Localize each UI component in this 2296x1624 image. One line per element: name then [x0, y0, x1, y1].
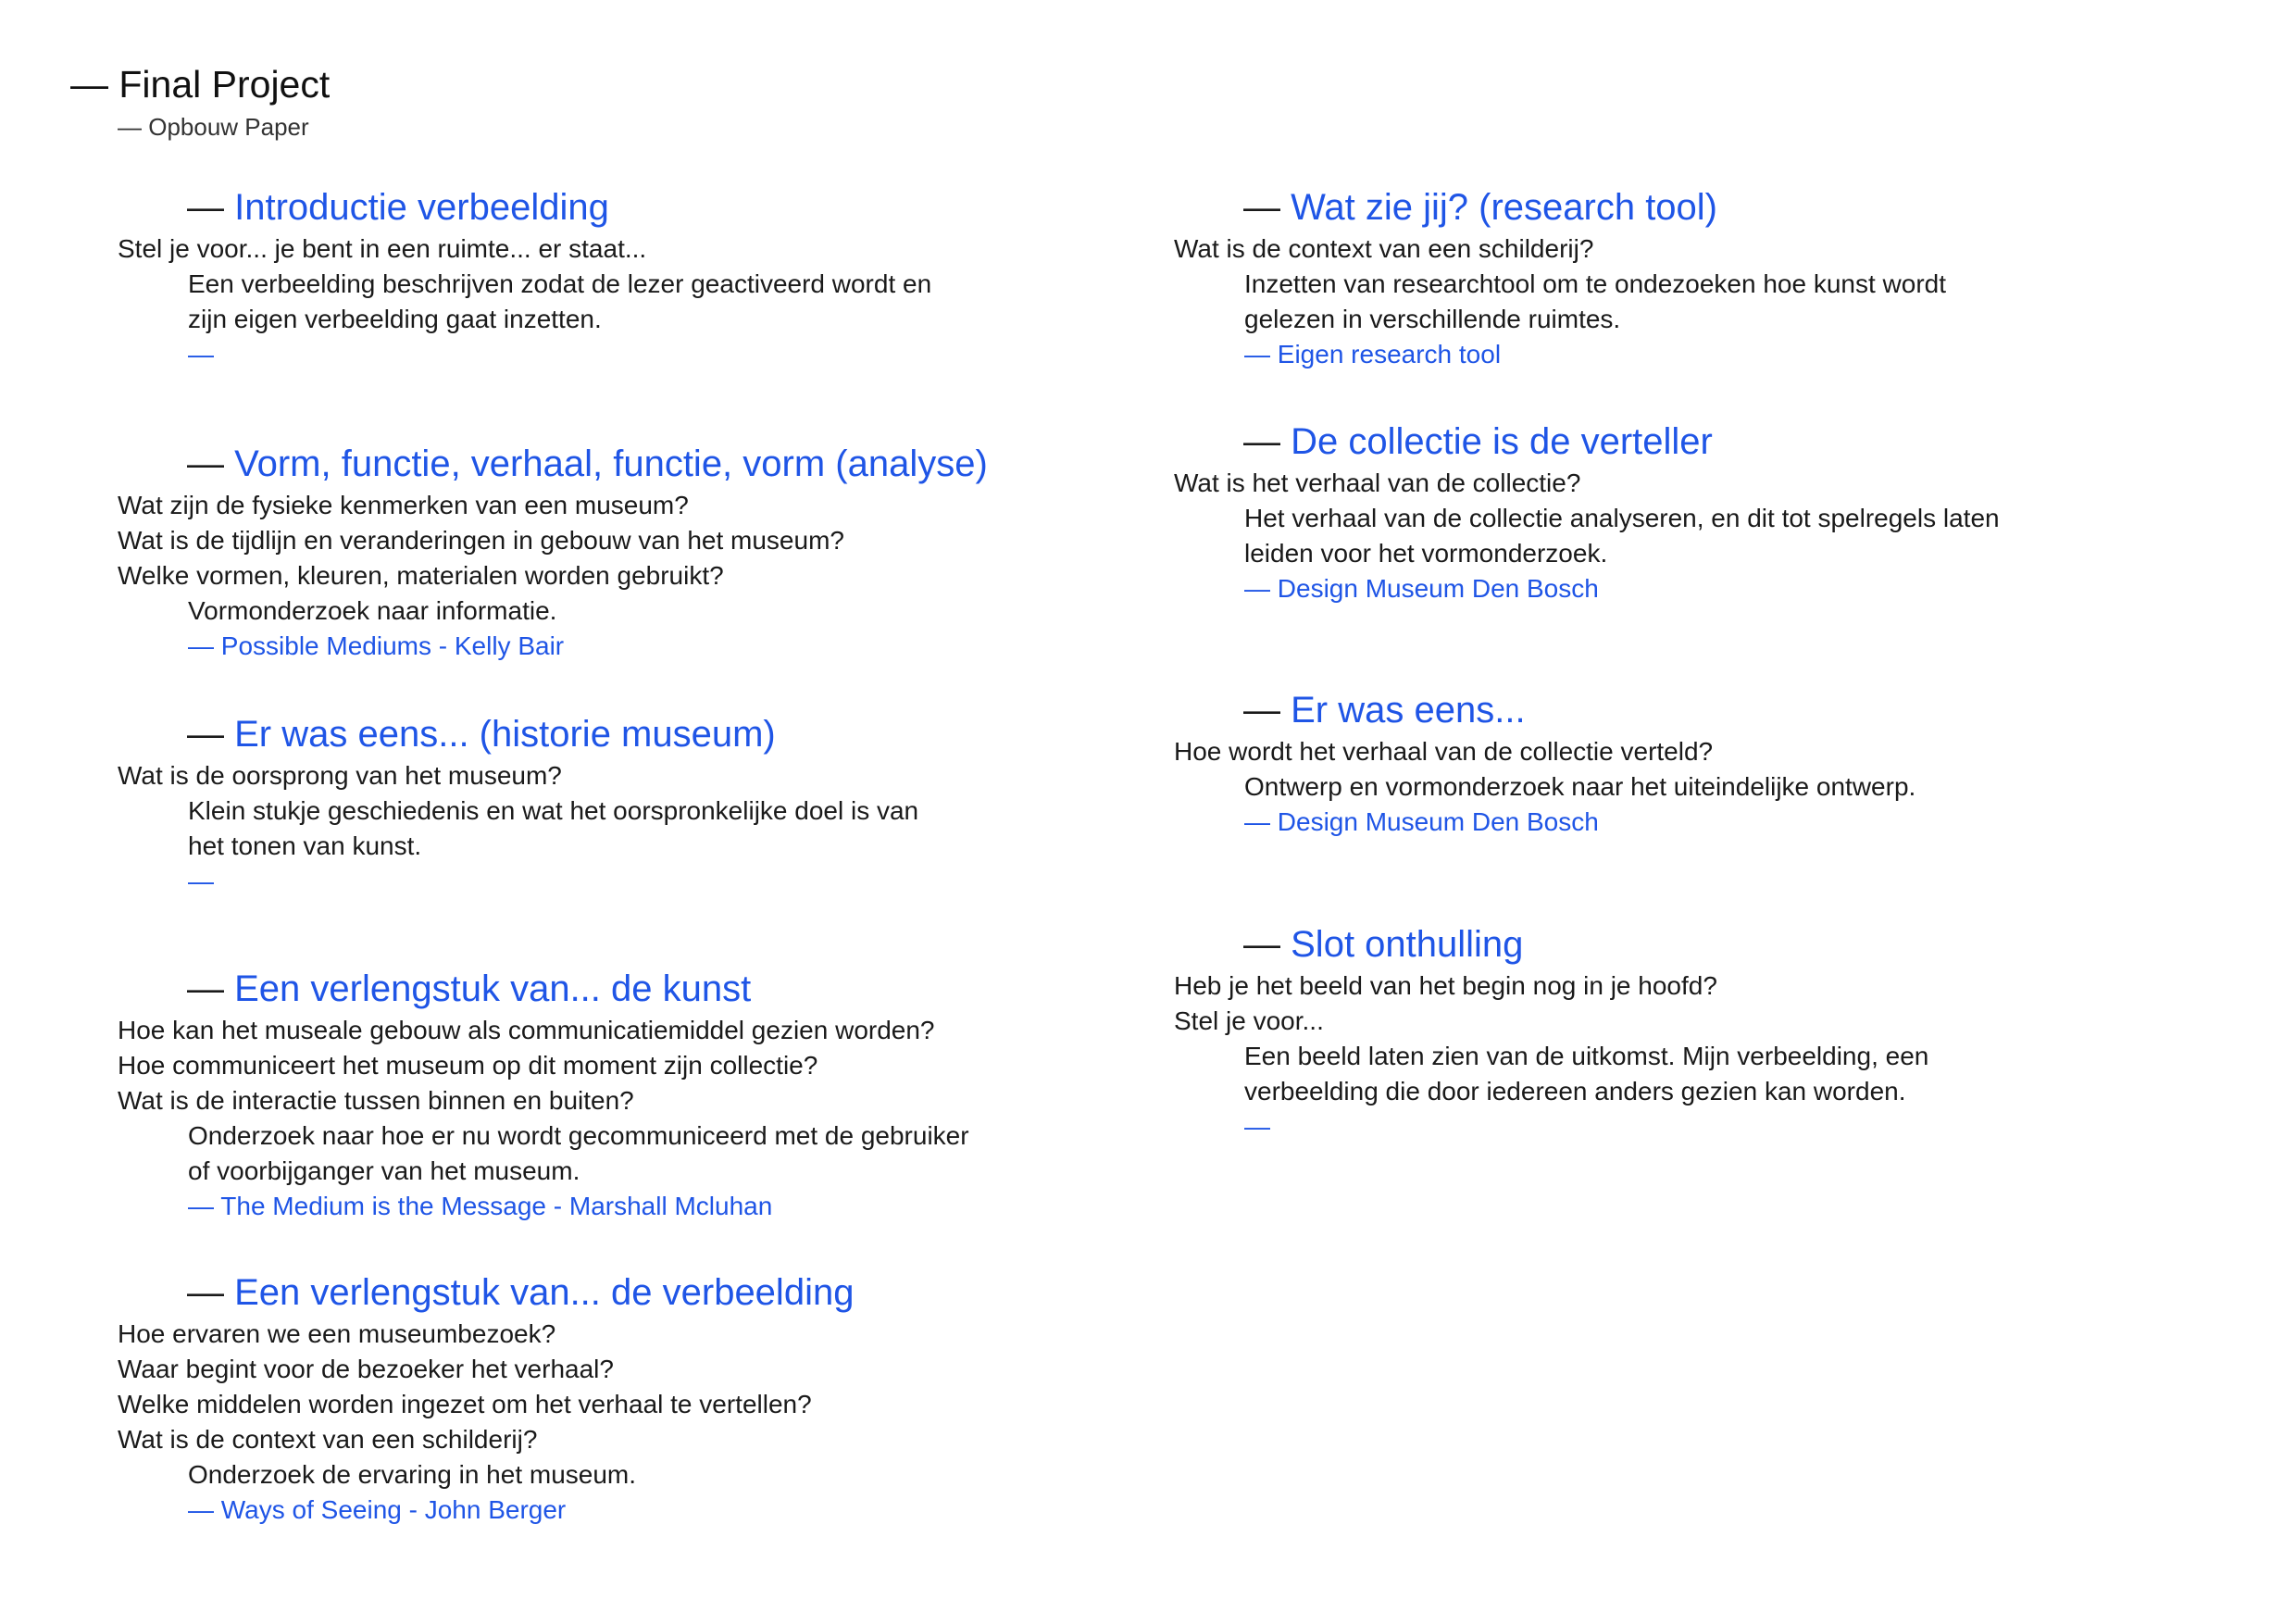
section-heading: — Een verlengstuk van... de kunst	[187, 968, 752, 1009]
section-er-was-eens	[1174, 686, 2174, 840]
question: Wat is het verhaal van de collectie?	[1174, 468, 1581, 497]
question: Stel je voor... je bent in een ruimte... er staat...	[118, 234, 647, 263]
reference-link[interactable]: — Ways of Seeing - John Berger	[188, 1495, 567, 1524]
reference-link[interactable]: — Eigen research tool	[1244, 340, 1502, 369]
section-verlengstuk-kunst	[118, 965, 1117, 1224]
description-line: Een beeld laten zien van de uitkomst. Mijn verbeelding, een	[1244, 1042, 1929, 1070]
page-subtitle: — Opbouw Paper	[118, 113, 309, 141]
question: Hoe wordt het verhaal van de collectie verteld?	[1174, 737, 1714, 766]
section-heading: — Introductie verbeelding	[187, 187, 609, 228]
question: Stel je voor...	[1174, 1006, 1324, 1035]
question: Wat is de interactie tussen binnen en buiten?	[118, 1086, 634, 1115]
description-line: Inzetten van researchtool om te ondezoeken hoe kunst wordt	[1244, 269, 1947, 298]
question: Hoe communiceert het museum op dit moment zijn collectie?	[118, 1051, 818, 1080]
description-line: Een verbeelding beschrijven zodat de lezer geactiveerd wordt en	[188, 269, 932, 298]
section-heading: — Er was eens... (historie museum)	[187, 714, 776, 755]
reference-link[interactable]: —	[188, 867, 214, 895]
section-heading: — De collectie is de verteller	[1243, 421, 1713, 462]
question: Hoe kan het museale gebouw als communicatiemiddel gezien worden?	[118, 1016, 935, 1044]
page-title: — Final Project	[70, 63, 331, 106]
description-line: Vormonderzoek naar informatie.	[188, 596, 557, 625]
description-line: zijn eigen verbeelding gaat inzetten.	[188, 305, 602, 333]
description-line: of voorbijganger van het museum.	[188, 1156, 580, 1185]
question: Wat is de context van een schilderij?	[118, 1425, 538, 1454]
section-collectie-verteller	[1174, 418, 2174, 606]
description-line: gelezen in verschillende ruimtes.	[1244, 305, 1621, 333]
question: Wat zijn de fysieke kenmerken van een museum?	[118, 491, 689, 519]
description-line: Het verhaal van de collectie analyseren, en dit tot spelregels laten	[1244, 504, 2000, 532]
description-line: Klein stukje geschiedenis en wat het oorspronkelijke doel is van	[188, 796, 919, 825]
section-heading: — Er was eens...	[1243, 690, 1526, 731]
section-historie-museum	[118, 710, 1117, 899]
section-introductie	[118, 183, 1117, 372]
reference-link[interactable]: — Design Museum Den Bosch	[1244, 807, 1599, 836]
section-research-tool	[1174, 183, 2174, 372]
section-vorm-functie	[118, 440, 1117, 664]
question: Wat is de oorsprong van het museum?	[118, 761, 562, 790]
section-heading: — Een verlengstuk van... de verbeelding	[187, 1272, 855, 1313]
description-line: het tonen van kunst.	[188, 831, 422, 860]
description-line: Ontwerp en vormonderzoek naar het uiteindelijke ontwerp.	[1244, 772, 1916, 801]
question: Welke middelen worden ingezet om het verhaal te vertellen?	[118, 1390, 812, 1418]
question: Hoe ervaren we een museumbezoek?	[118, 1319, 556, 1348]
question: Wat is de tijdlijn en veranderingen in gebouw van het museum?	[118, 526, 844, 555]
reference-link[interactable]: — The Medium is the Message - Marshall Mcluhan	[188, 1192, 773, 1220]
description-line: Onderzoek naar hoe er nu wordt gecommuniceerd met de gebruiker	[188, 1121, 969, 1150]
section-heading: — Wat zie jij? (research tool)	[1243, 187, 1718, 228]
question: Waar begint voor de bezoeker het verhaal?	[118, 1355, 614, 1383]
reference-link[interactable]: — Design Museum Den Bosch	[1244, 574, 1599, 603]
reference-link[interactable]: —	[1244, 1112, 1270, 1141]
section-heading: — Slot onthulling	[1243, 924, 1524, 965]
reference-link[interactable]: —	[188, 340, 214, 369]
section-verlengstuk-verbeelding	[118, 1268, 1117, 1528]
description-line: Onderzoek de ervaring in het museum.	[188, 1460, 637, 1489]
description-line: leiden voor het vormonderzoek.	[1244, 539, 1608, 568]
page-header	[70, 57, 330, 143]
question: Wat is de context van een schilderij?	[1174, 234, 1594, 263]
section-slot-onthulling	[1174, 920, 2174, 1144]
reference-link[interactable]: — Possible Mediums - Kelly Bair	[188, 631, 565, 660]
section-heading: — Vorm, functie, verhaal, functie, vorm (analyse)	[187, 443, 988, 484]
description-line: verbeelding die door iedereen anders gezien kan worden.	[1244, 1077, 1906, 1106]
question: Heb je het beeld van het begin nog in je hoofd?	[1174, 971, 1717, 1000]
question: Welke vormen, kleuren, materialen worden gebruikt?	[118, 561, 724, 590]
